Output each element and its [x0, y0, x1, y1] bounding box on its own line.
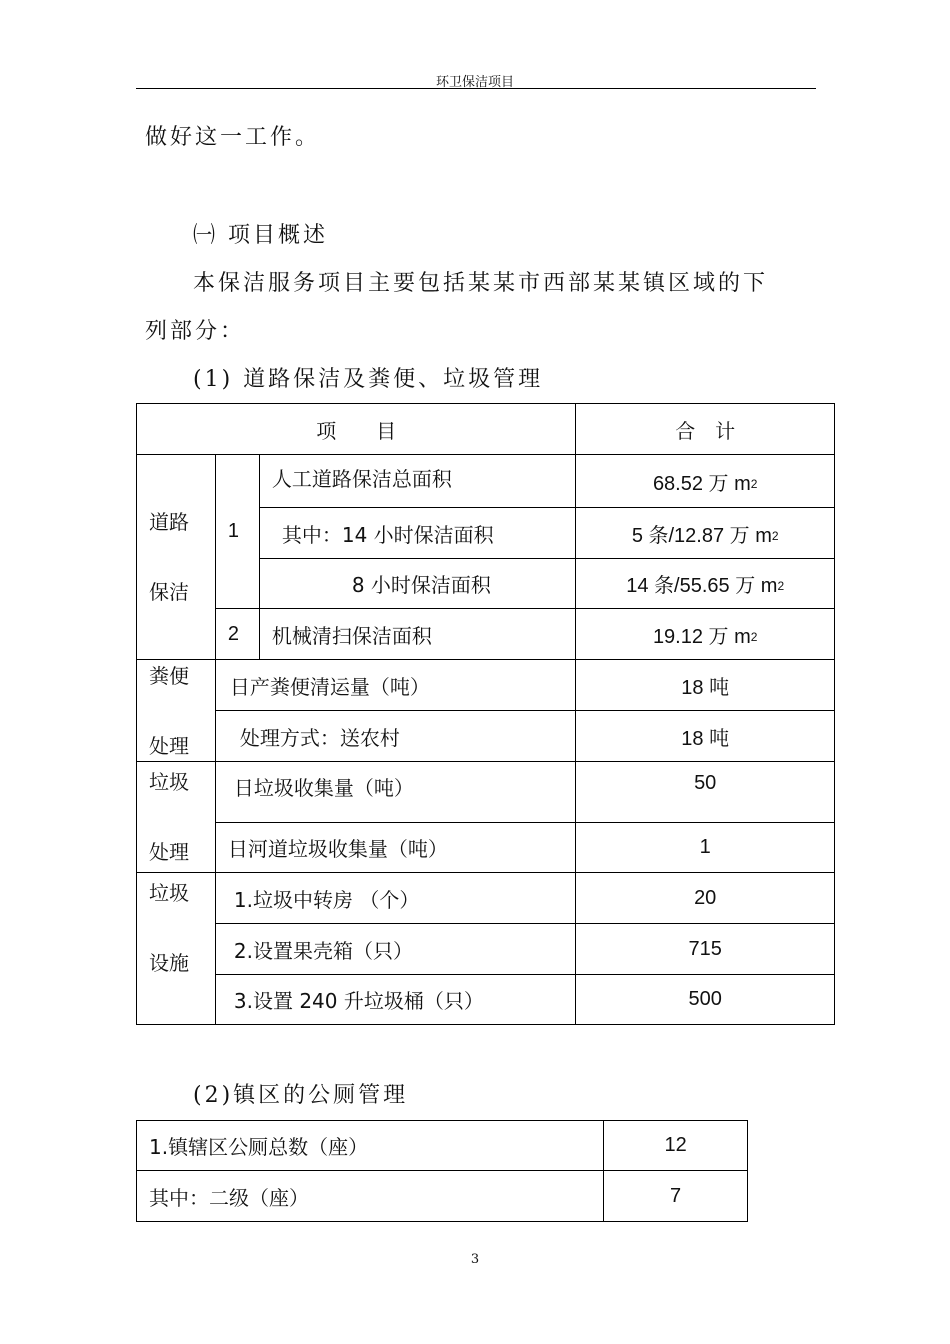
row-label: 2.设置果壳箱（只）: [215, 924, 576, 975]
row-label: 人工道路保洁总面积: [259, 455, 576, 508]
col-header-total: 合 计: [576, 404, 835, 455]
row-label: 1.垃圾中转房 （个）: [215, 873, 576, 924]
intro-line-2: 列部分：: [145, 319, 246, 344]
row-value: 14 条/55.65 万 $m^2$: [576, 559, 835, 609]
row-value: 68.52 万 $m^2$: [576, 455, 835, 508]
public-toilet-table: [136, 1120, 748, 1222]
row-value: 19.12 万 $m^2$: [576, 609, 835, 660]
row-value: 7: [604, 1171, 748, 1222]
page-header-title: 环卫保洁项目: [435, 75, 514, 90]
row-label: 日河道垃圾收集量（吨）: [215, 823, 576, 873]
row-label: 处理方式：送农村: [215, 711, 576, 762]
subheading-road-cleaning: (1) 道路保洁及粪便、垃圾管理: [193, 367, 544, 392]
page-number: 3: [470, 1252, 480, 1267]
subheading-public-toilets: (2)镇区的公厕管理: [193, 1083, 409, 1108]
row-label: 日产粪便清运量（吨）: [215, 660, 576, 711]
header-rule: [136, 88, 816, 89]
row-label: 1.镇辖区公厕总数（座）: [137, 1121, 604, 1171]
row-number: 2: [215, 609, 259, 660]
section-heading: ㈠ 项目概述: [193, 223, 328, 248]
row-value: 500: [576, 975, 835, 1025]
row-label: 日垃圾收集量（吨）: [215, 762, 576, 823]
row-value: 18 吨: [576, 711, 835, 762]
row-label: 其中：二级（座）: [137, 1171, 604, 1222]
category-garbage-facilities: 垃圾 设施: [137, 873, 216, 1025]
category-road-cleaning: 道路 保洁: [137, 455, 216, 660]
row-value: 18 吨: [576, 660, 835, 711]
row-label: 机械清扫保洁面积: [259, 609, 576, 660]
row-value: 12: [604, 1121, 748, 1171]
row-label: 8 小时保洁面积: [259, 559, 576, 609]
row-label: 3.设置 240 升垃圾桶（只）: [215, 975, 576, 1025]
row-value: 5 条/12.87 万 $m^2$: [576, 508, 835, 559]
row-value: 50: [576, 762, 835, 823]
row-value: 1: [576, 823, 835, 873]
intro-line-1: 本保洁服务项目主要包括某某市西部某某镇区域的下: [193, 271, 769, 296]
paragraph-closing: 做好这一工作。: [145, 125, 321, 150]
row-label: 其中：14 小时保洁面积: [259, 508, 576, 559]
category-feces-treatment: 粪便 处理: [137, 660, 216, 762]
col-header-item: 项 目: [137, 404, 576, 455]
road-cleaning-table: [136, 403, 835, 1025]
row-value: 715: [576, 924, 835, 975]
row-value: 20: [576, 873, 835, 924]
category-garbage-treatment: 垃圾 处理: [137, 762, 216, 873]
row-number: 1: [215, 455, 259, 609]
